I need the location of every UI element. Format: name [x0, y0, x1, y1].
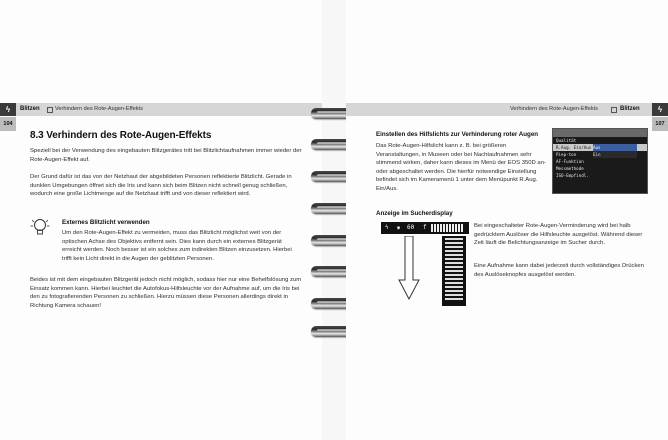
- camera-menu-item-selected: [553, 144, 647, 151]
- camera-menu-option-on: Ein: [593, 151, 637, 158]
- page-number: 107: [652, 117, 668, 131]
- paragraph: Beides ist mit dem eingebauten Blitzgerät jedoch nicht möglich, sodass hier nur eine Behelfslösung zum Einsatz kommen kann. Hierbei leuchtet die Autofokus-Hilfsleuchte vor der Aufnahme auf, um die Iris bei den zu fotografierenden Personen zu schließen. Hierzu müssen diese Personen allerdings direkt in Richtung Kamera schauen!: [30, 277, 302, 309]
- page-header: [346, 103, 668, 116]
- flash-icon: ϟ: [0, 103, 16, 116]
- subsection-title: Einstellen des Hilfslichts zur Verhinderung roter Augen: [376, 131, 539, 138]
- down-arrow-icon: [398, 236, 420, 300]
- tip-text: Um den Rote-Augen-Effekt zu vermeiden, muss das Blitzlicht möglichst weit von der optischen Achse des Objektivs entfernt sein. Dies kann durch ein externes Blitzgerät erreicht werden. Noch besser ist ein solches zum indirekten Blitzen einzusetzen. Hierbei trifft kein Licht direkt in die Augen der geblitzten Personen.: [62, 230, 292, 262]
- camera-menu-item: Qualität: [556, 138, 577, 143]
- camera-menu-item-label: R.Aug. Ein/Aus: [556, 145, 592, 150]
- lightbulb-icon: [30, 217, 50, 237]
- tip-title: Externes Blitzlicht verwenden: [62, 219, 150, 226]
- header-title: Verhindern des Rote-Augen-Effekts: [510, 106, 598, 112]
- intro-block: [30, 147, 302, 164]
- explanation-block: [30, 173, 302, 199]
- tip-block: [62, 229, 302, 263]
- page-header: [0, 103, 322, 116]
- subsection-text-block: [376, 142, 548, 194]
- camera-menu-item: ISO-Empfindl.: [556, 173, 589, 178]
- flash-icon: ϟ: [652, 103, 668, 116]
- right-page: [346, 0, 668, 440]
- paragraph: Eine Aufnahme kann dabei jederzeit durch vollständiges Drücken des Auslöseknopfes ausgelöst werden.: [474, 263, 644, 278]
- header-square-icon: [47, 107, 53, 113]
- closing-block: [30, 276, 302, 310]
- viewfinder-display: [381, 222, 469, 234]
- camera-menu-option-off: Aus: [593, 144, 637, 151]
- paragraph: Bei eingeschalteter Rote-Augen-Verminderung wird bei halb gedrücktem Auslöser die Hilfsleuchte ausgelöst. Während dieser Zeit läuft die Belichtungsanzeige im Sucher durch.: [474, 223, 643, 247]
- header-chapter: Blitzen: [620, 106, 640, 112]
- exposure-bar-display: [442, 236, 466, 306]
- shutter-value: 60: [407, 224, 415, 231]
- left-page: [0, 0, 322, 440]
- paragraph: Der Grund dafür ist das von der Netzhaut der abgebildeten Personen reflektierte Blitzlicht. Gerade in dunklen Umgebungen öffnet sich die Iris und kann sich beim Blitzen nicht schnell genug schließen, wodurch eine große Lichtmenge auf die Netzhaut trifft und von dieser reflektiert wird.: [30, 174, 292, 198]
- section-title: 8.3 Verhindern des Rote-Augen-Effekts: [30, 130, 212, 141]
- header-square-icon: [611, 107, 617, 113]
- camera-menu-tabs: [553, 129, 647, 137]
- camera-menu-item: Messmethode: [556, 166, 584, 171]
- viewfinder-text-block: [474, 222, 650, 248]
- page-number: 104: [0, 117, 16, 131]
- camera-menu-item: [553, 151, 647, 158]
- eye-icon: ◉: [397, 225, 401, 231]
- closing-block: [474, 262, 650, 279]
- header-chapter: Blitzen: [20, 106, 40, 112]
- exposure-scale: [431, 224, 467, 232]
- paragraph: Das Rote-Augen-Hilfslicht kann z. B. bei größeren Veranstaltungen, in Museen oder bei Nachtaufnahmen sehr stimmend wirken, daher kann dieses im Menü der EOS 350D an- oder abgeschaltet werden. Die hierfür notwendige Einstellung befindet sich im Kameramenü 1 unter dem Menüpunkt R.Aug. Ein/Aus.: [376, 143, 546, 192]
- paragraph: Speziell bei der Verwendung des eingebauten Blitzgerätes tritt bei Blitzlichtaufnahmen immer wieder der Rote-Augen-Effekt auf.: [30, 148, 302, 163]
- subsection-title: Anzeige im Sucherdisplay: [376, 210, 453, 217]
- flash-icon: ϟ: [385, 224, 389, 231]
- camera-menu-item-label: Piep-ton: [556, 152, 577, 157]
- camera-menu-screenshot: [552, 128, 648, 194]
- header-title: Verhindern des Rote-Augen-Effekts: [55, 106, 143, 112]
- aperture-label: f: [423, 224, 427, 231]
- camera-menu-item: AF-Funktion: [556, 159, 584, 164]
- book-spine: [322, 0, 346, 440]
